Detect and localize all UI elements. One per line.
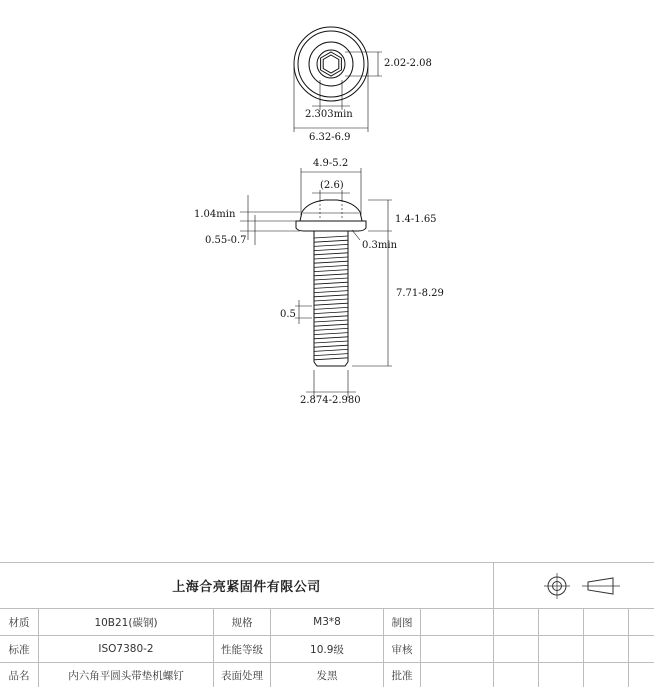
dim-hex: 2.02-2.08 [384,58,432,69]
side-dimension-lines [240,168,392,398]
thread-line [314,282,348,284]
title-block [0,562,654,687]
dim-radius: 0.3min [362,240,398,251]
thread-line [314,349,348,351]
value-product: 内六角平圆头带垫机螺钉 [68,669,184,682]
value-grade: 10.9级 [310,643,344,656]
label-grade: 性能等级 [221,643,263,656]
thread-line [314,244,348,246]
thread-line [314,345,348,347]
thread-line [314,295,348,297]
dim-outer: 6.32-6.9 [309,132,351,143]
dim-head-ref: (2.6) [320,180,344,191]
thread-line [314,249,348,251]
value-material: 10B21(碳钢) [94,616,158,629]
thread-line [314,320,348,322]
label-material: 材质 [8,616,30,629]
thread-line [314,337,348,339]
thread-line [314,316,348,318]
thread-line [314,286,348,288]
dim-total-head: 1.4-1.65 [395,214,437,225]
value-standard: ISO7380-2 [98,643,154,655]
third-angle-projection-icon [540,570,630,602]
thread-line [314,253,348,255]
thread-line [314,354,348,356]
thread-line [314,236,348,238]
company-name: 上海合亮紧固件有限公司 [172,580,321,595]
value-finish: 发黑 [316,669,338,682]
dim-flange: 0.55-0.7 [205,235,247,246]
thread-lines [314,236,348,360]
thread-line [314,312,348,314]
dim-head-height: 1.04min [194,209,236,220]
thread-line [314,257,348,259]
value-spec: M3*8 [313,616,341,628]
thread-line [314,341,348,343]
dim-pitch: 0.5 [280,309,296,320]
label-spec: 规格 [231,616,253,629]
thread-line [314,333,348,335]
thread-line [314,261,348,263]
label-product: 品名 [8,669,30,682]
thread-line [314,358,348,360]
thread-line [314,265,348,267]
thread-line [314,274,348,276]
label-drawn: 制图 [391,616,413,629]
dim-recess: 2.303min [305,109,353,120]
label-standard: 标准 [8,643,30,656]
thread-line [314,324,348,326]
dim-length: 7.71-8.29 [396,288,444,299]
thread-line [314,307,348,309]
dim-thread-dia: 2.874-2.980 [300,395,361,406]
thread-line [314,278,348,280]
dim-head-width: 4.9-5.2 [313,158,349,169]
thread-line [314,328,348,330]
thread-line [314,291,348,293]
label-review: 审核 [391,643,413,656]
thread-line [314,240,348,242]
label-finish: 表面处理 [221,669,263,682]
thread-line [314,299,348,301]
thread-line [314,303,348,305]
label-approve: 批准 [391,669,413,682]
thread-line [314,270,348,272]
